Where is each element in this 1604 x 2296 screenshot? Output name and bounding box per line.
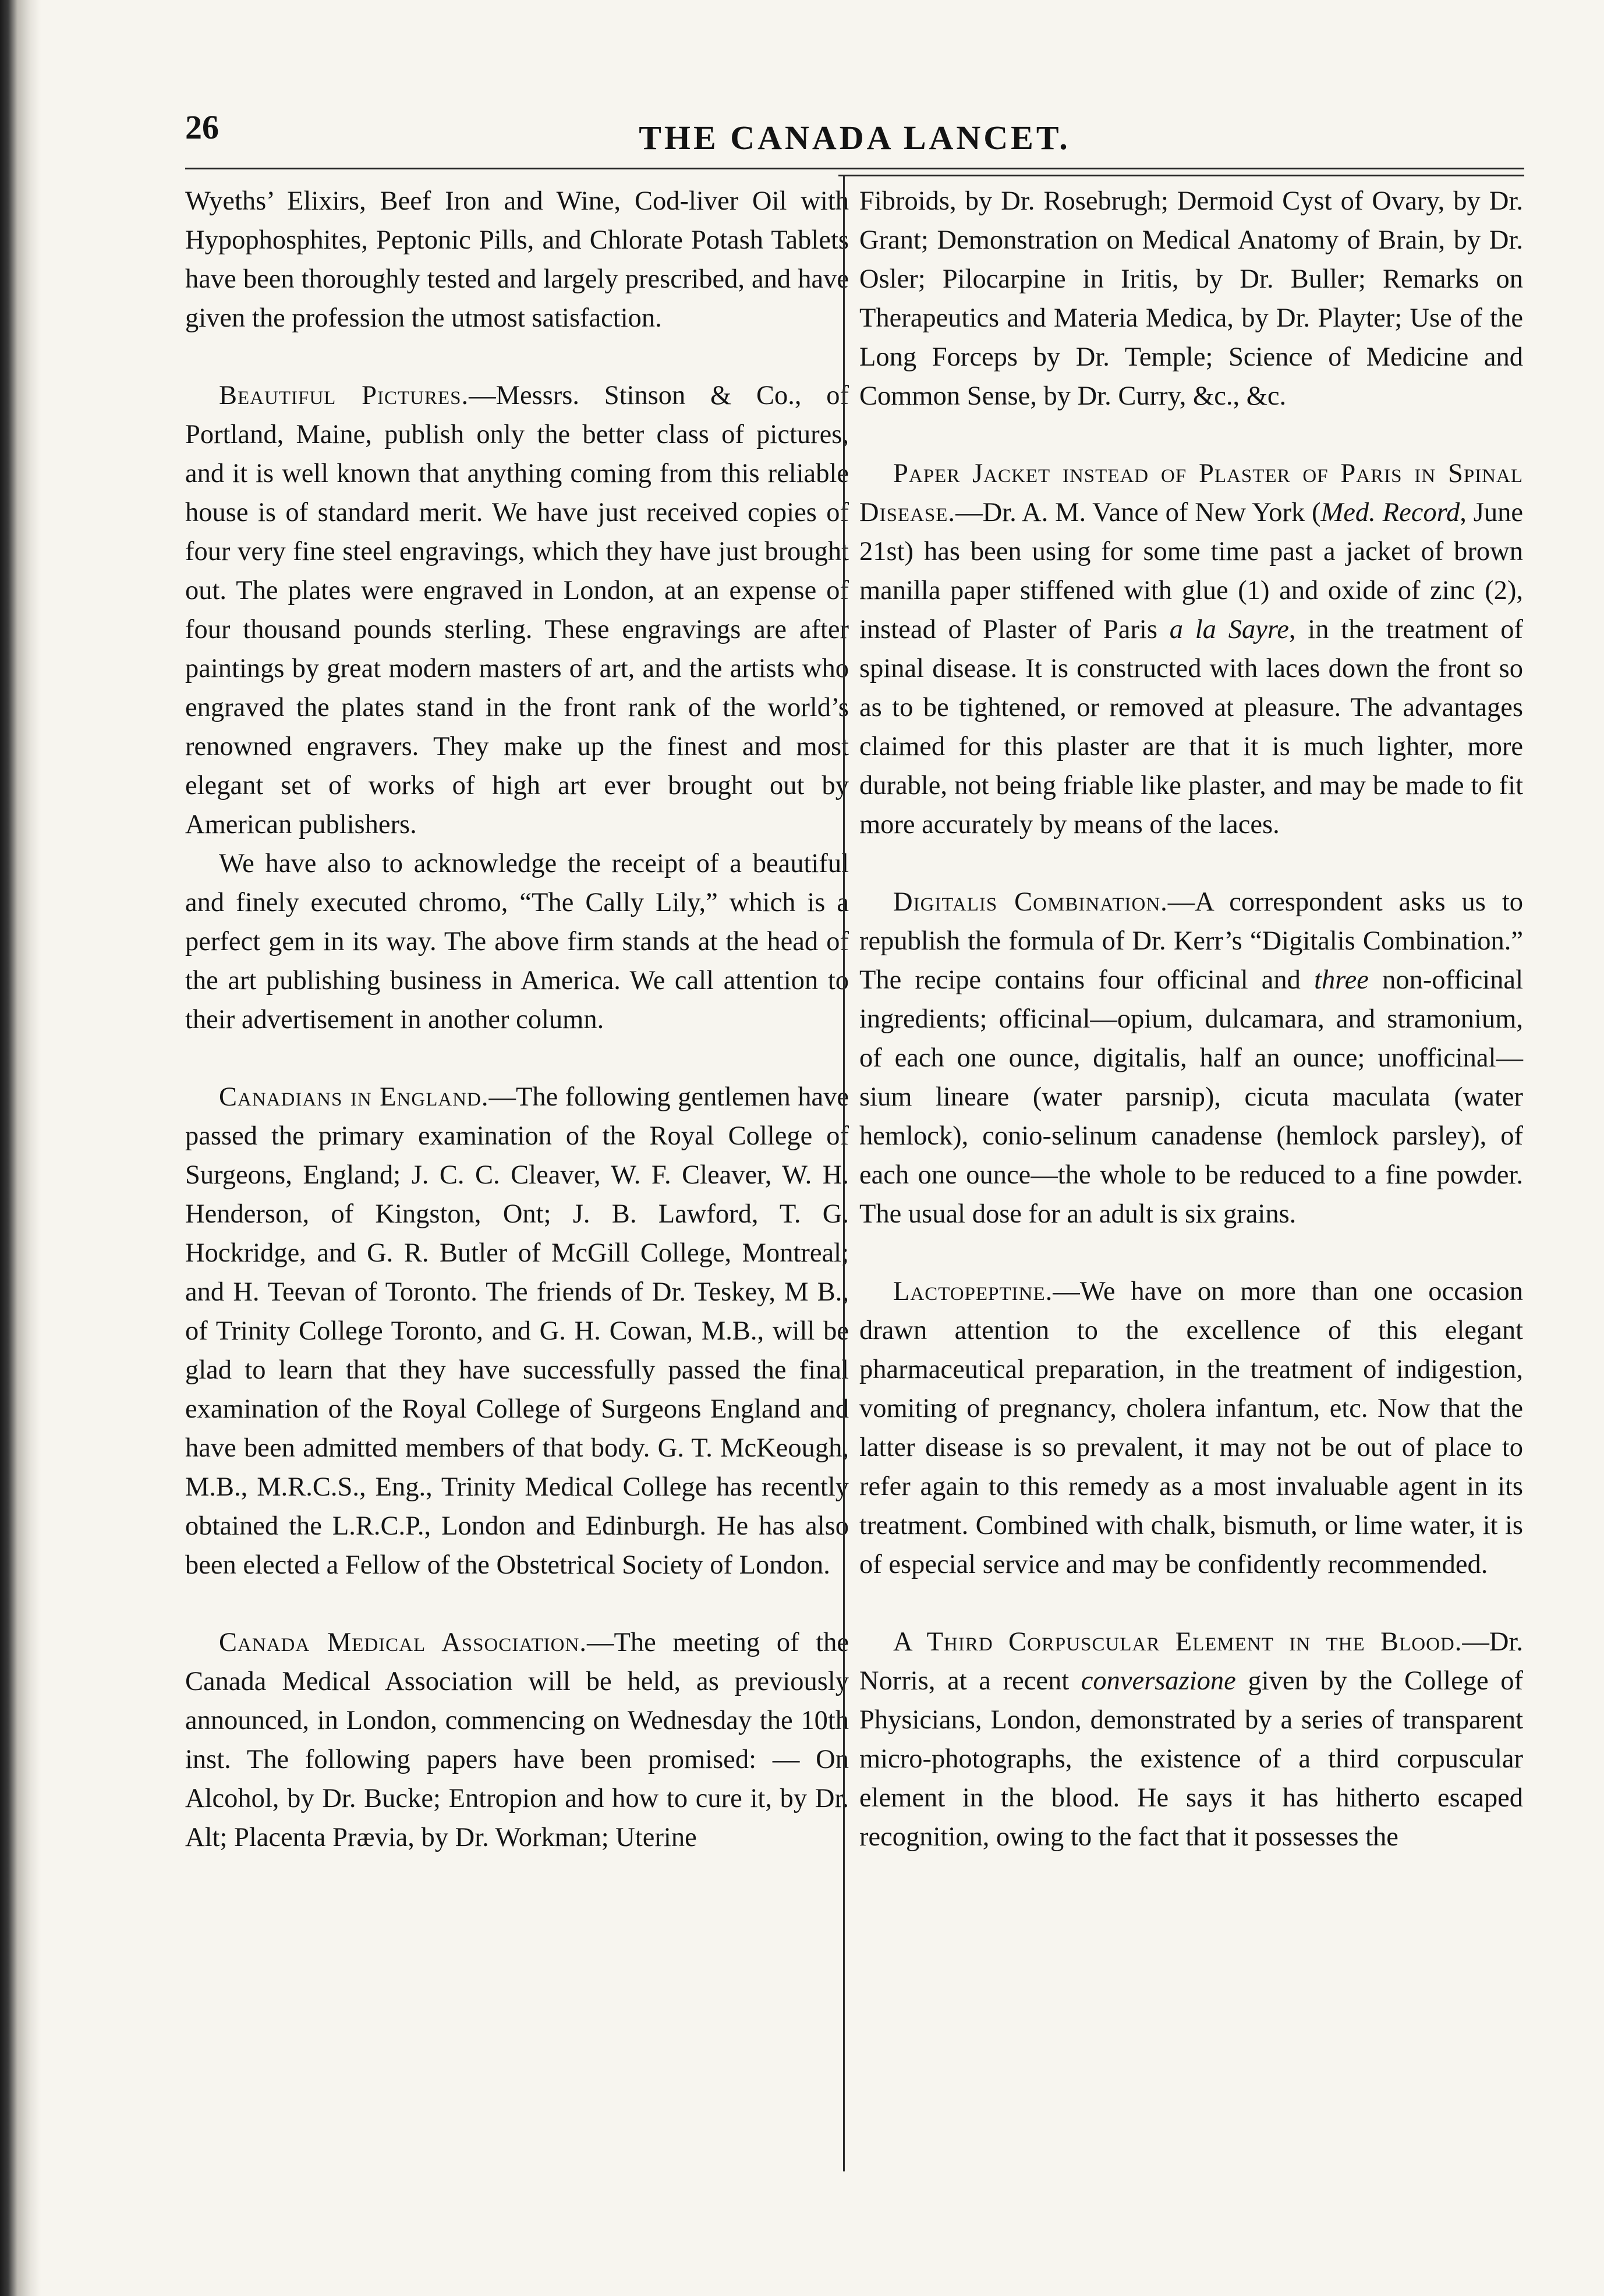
paragraph-text: , in the treatment of spinal disease. It is constructed with laces down the front so as to be tightened, or removed at pleasure. The advantages claimed for this plaster are that it is much lighter, more durable, not being friable like plaster, and may be made to fit more accurately by means of the laces. (859, 615, 1523, 839)
paragraph-text: non-officinal ingredients; officinal—opium, dulcamara, and stramonium, of each one ounce, digitalis, half an ounce; unofficinal—sium lineare (water parsnip), cicuta maculata (water hemlock), conio-selinum canadense (hemlock parsley), of each one ounce—the whole to be reduced to a fine powder. The usual dose for an adult is six grains. (859, 965, 1523, 1229)
article-heading: A Third Corpuscular Element in the Blood. (893, 1627, 1463, 1657)
paragraph-text: —Dr. A. M. Vance of New York ( (955, 498, 1321, 527)
page-header (185, 108, 1524, 163)
left-column (185, 182, 849, 1857)
column-divider (843, 175, 845, 2171)
article-heading: Beautiful Pictures. (219, 381, 469, 410)
header-rule (185, 168, 1524, 169)
page-number: 26 (185, 108, 219, 146)
paragraph-text: —A correspondent asks us to republish the formula of Dr. Kerr’s “Digitalis Combination.” The recipe contains four officinal and (859, 887, 1523, 995)
running-title: THE CANADA LANCET. (639, 119, 1071, 157)
article-beautiful-pictures (185, 376, 849, 844)
article-wyeths-continuation (185, 182, 849, 338)
article-heading: Digitalis Combination. (893, 887, 1168, 917)
article-heading: Paper Jacket instead of Plaster of Paris in Spinal Disease. (859, 459, 1523, 527)
article-canadians-in-england (185, 1078, 849, 1585)
article-third-corpuscular-element (859, 1622, 1523, 1856)
paragraph-text: given by the College of Physicians, London, demonstrated by a series of transparent micro-photographs, the existence of a third corpuscular element in the blood. He says it has hitherto escaped recognition, owing to the fact that it possesses the (859, 1666, 1523, 1852)
article-heading: Lactopeptine. (893, 1277, 1053, 1306)
article-chromo-paragraph (185, 844, 849, 1039)
paragraph-text: Wyeths’ Elixirs, Beef Iron and Wine, Cod-liver Oil with Hypophosphites, Peptonic Pills, and Chlorate Potash Tablets have been thoroughly tested and largely prescribed, and have given the profession the utmost satisfaction. (185, 186, 849, 333)
article-heading: Canadians in England. (219, 1082, 489, 1112)
article-lactopeptine (859, 1272, 1523, 1584)
paragraph-text: —The following gentlemen have passed the primary examination of the Royal College of Surgeons, England; J. C. C. Cleaver, W. F. Cleaver, W. H. Henderson, of Kingston, Ont; J. B. Lawford, T. G. Hockridge, and G. R. Butler of McGill College, Montreal; and H. Teevan of Toronto. The friends of Dr. Teskey, M B., of Trinity College Toronto, and G. H. Cowan, M.B., will be glad to learn that they have successfully passed the final examination of the Royal College of Surgeons England and have been admitted members of that body. G. T. McKeough, M.B., M.R.C.S., Eng., Trinity Medical College has recently obtained the L.R.C.P., London and Edinburgh. He has also been elected a Fellow of the Obstetrical Society of London. (185, 1082, 849, 1580)
article-digitalis-combination (859, 883, 1523, 1234)
journal-title: Med. Record (1320, 498, 1460, 527)
article-heading: Canada Medical Association. (219, 1628, 587, 1657)
book-spine-shadow (0, 0, 41, 2296)
article-cma-continuation (859, 182, 1523, 416)
paragraph-text: —Dr. Norris, at a recent (859, 1627, 1523, 1696)
paragraph-text: , June 21st) has been using for some time past a jacket of brown manilla paper stiffened with glue (1) and oxide of zinc (2), instead of Plaster of Paris (859, 498, 1523, 644)
right-column (859, 182, 1523, 1856)
article-canada-medical-association (185, 1623, 849, 1857)
italic-phrase: a la Sayre (1169, 615, 1289, 644)
header-rule-secondary (838, 175, 1524, 176)
paragraph-text: We have also to acknowledge the receipt of a beautiful and finely executed chromo, “The Cally Lily,” which is a perfect gem in its way. The above firm stands at the head of the art publishing business in America. We call attention to their advertisement in another column. (185, 849, 849, 1034)
paragraph-text: —Messrs. Stinson & Co., of Portland, Maine, publish only the better class of pictures, and it is well known that anything coming from this reliable house is of standard merit. We have just received copies of four very fine steel engravings, which they have just brought out. The plates were engraved in London, at an expense of four thousand pounds sterling. These engravings are after paintings by great modern masters of art, and the artists who engraved the plates stand in the front rank of the world’s renowned engravers. They make up the finest and most elegant set of works of high art ever brought out by American publishers. (185, 381, 849, 839)
paragraph-text: Fibroids, by Dr. Rosebrugh; Dermoid Cyst of Ovary, by Dr. Grant; Demonstration on Medical Anatomy of Brain, by Dr. Osler; Pilocarpine in Iritis, by Dr. Buller; Remarks on Therapeutics and Materia Medica, by Dr. Playter; Use of the Long Forceps by Dr. Temple; Science of Medicine and Common Sense, by Dr. Curry, &c., &c. (859, 186, 1523, 411)
italic-word: three (1314, 965, 1369, 995)
italic-word: conversazione (1081, 1666, 1236, 1696)
paragraph-text: —We have on more than one occasion drawn attention to the excellence of this elegant pharmaceutical preparation, in the treatment of indigestion, vomiting of pregnancy, cholera infantum, etc. Now that the latter disease is so prevalent, it may not be out of place to refer again to this remedy as a most invaluable agent in its treatment. Combined with chalk, bismuth, or lime water, it is of especial service and may be confidently recommended. (859, 1277, 1523, 1579)
paragraph-text: —The meeting of the Canada Medical Association will be held, as previously announced, in London, commencing on Wednesday the 10th inst. The following papers have been promised: — On Alcohol, by Dr. Bucke; Entropion and how to cure it, by Dr. Alt; Placenta Prævia, by Dr. Workman; Uterine (185, 1628, 849, 1852)
article-paper-jacket (859, 454, 1523, 844)
